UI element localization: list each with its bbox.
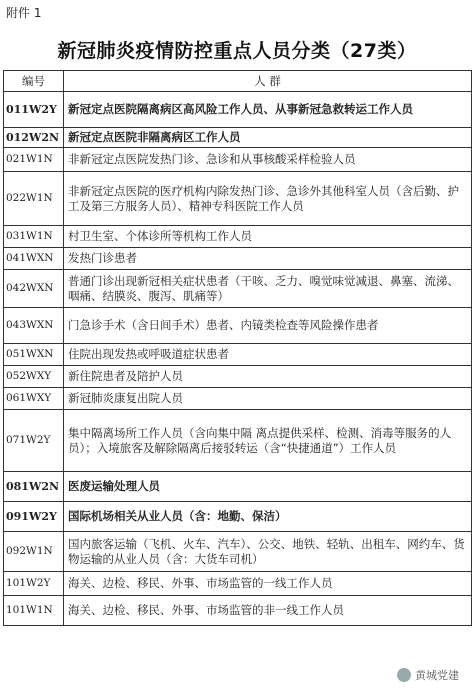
table-row bbox=[4, 226, 472, 248]
row-code: 041WXN bbox=[4, 248, 64, 270]
row-description: 门急诊手术（含日间手术）患者、内镜类检查等风险操作患者 bbox=[64, 308, 472, 344]
table-row bbox=[4, 502, 472, 532]
table-row bbox=[4, 92, 472, 128]
row-code: 042WXN bbox=[4, 270, 64, 308]
row-code: 061WXY bbox=[4, 388, 64, 410]
row-description: 村卫生室、个体诊所等机构工作人员 bbox=[64, 226, 472, 248]
row-description: 国内旅客运输（飞机、火车、汽车）、公交、地铁、轻轨、出租车、网约车、货物运输的从业人员（含：大货车司机） bbox=[64, 532, 472, 572]
table-header-row bbox=[4, 71, 472, 92]
table-row bbox=[4, 532, 472, 572]
table-row bbox=[4, 270, 472, 308]
row-description: 非新冠定点医院的医疗机构内除发热门诊、急诊外其他科室人员（含后勤、护工及第三方服务人员）、精神专科医院工作人员 bbox=[64, 172, 472, 226]
row-description: 住院出现发热或呼吸道症状患者 bbox=[64, 344, 472, 366]
table-row bbox=[4, 308, 472, 344]
table-row bbox=[4, 388, 472, 410]
table-row bbox=[4, 148, 472, 172]
row-description: 新冠肺炎康复出院人员 bbox=[64, 388, 472, 410]
row-code: 071W2Y bbox=[4, 410, 64, 472]
row-description: 医废运输处理人员 bbox=[64, 472, 472, 502]
row-description: 发热门诊患者 bbox=[64, 248, 472, 270]
table-row bbox=[4, 128, 472, 148]
attachment-label: 附件 1 bbox=[6, 6, 42, 20]
row-code: 101W2Y bbox=[4, 572, 64, 596]
page-title: 新冠肺炎疫情防控重点人员分类（27类） bbox=[57, 40, 417, 62]
row-description: 新住院患者及陪护人员 bbox=[64, 366, 472, 388]
row-description: 国际机场相关从业人员（含：地勤、保洁） bbox=[64, 502, 472, 532]
table-row bbox=[4, 472, 472, 502]
row-code: 021W1N bbox=[4, 148, 64, 172]
row-description: 海关、边检、移民、外事、市场监管的非一线工作人员 bbox=[64, 596, 472, 626]
table-row bbox=[4, 410, 472, 472]
table-row bbox=[4, 596, 472, 626]
row-code: 081W2N bbox=[4, 472, 64, 502]
row-code: 051WXN bbox=[4, 344, 64, 366]
row-description: 海关、边检、移民、外事、市场监管的一线工作人员 bbox=[64, 572, 472, 596]
row-code: 101W1N bbox=[4, 596, 64, 626]
table-row bbox=[4, 172, 472, 226]
row-code: 011W2Y bbox=[4, 92, 64, 128]
row-description: 普通门诊出现新冠相关症状患者（干咳、乏力、嗅觉味觉减退、鼻塞、流涕、咽痛、结膜炎、腹泻、肌痛等） bbox=[64, 270, 472, 308]
row-code: 031W1N bbox=[4, 226, 64, 248]
table-row bbox=[4, 572, 472, 596]
row-description: 集中隔离场所工作人员（含向集中隔 离点提供采样、检测、消毒等服务的人员）；入境旅客及解除隔离后接驳转运（含“快捷通道”）工作人员 bbox=[64, 410, 472, 472]
table-body bbox=[4, 92, 472, 626]
row-code: 022W1N bbox=[4, 172, 64, 226]
table-row bbox=[4, 344, 472, 366]
personnel-table bbox=[3, 70, 472, 626]
table-row bbox=[4, 248, 472, 270]
wechat-account-icon bbox=[397, 668, 411, 682]
watermark bbox=[394, 666, 462, 684]
row-code: 092W1N bbox=[4, 532, 64, 572]
row-description: 新冠定点医院隔离病区高风险工作人员、从事新冠急救转运工作人员 bbox=[64, 92, 472, 128]
row-code: 052WXY bbox=[4, 366, 64, 388]
row-code: 043WXN bbox=[4, 308, 64, 344]
row-code: 012W2N bbox=[4, 128, 64, 148]
header-group: 人 群 bbox=[64, 71, 472, 92]
table-row bbox=[4, 366, 472, 388]
watermark-text: 黄城党建 bbox=[415, 669, 459, 682]
header-code: 编号 bbox=[4, 71, 64, 92]
row-code: 091W2Y bbox=[4, 502, 64, 532]
row-description: 新冠定点医院非隔离病区工作人员 bbox=[64, 128, 472, 148]
row-description: 非新冠定点医院发热门诊、急诊和从事核酸采样检验人员 bbox=[64, 148, 472, 172]
